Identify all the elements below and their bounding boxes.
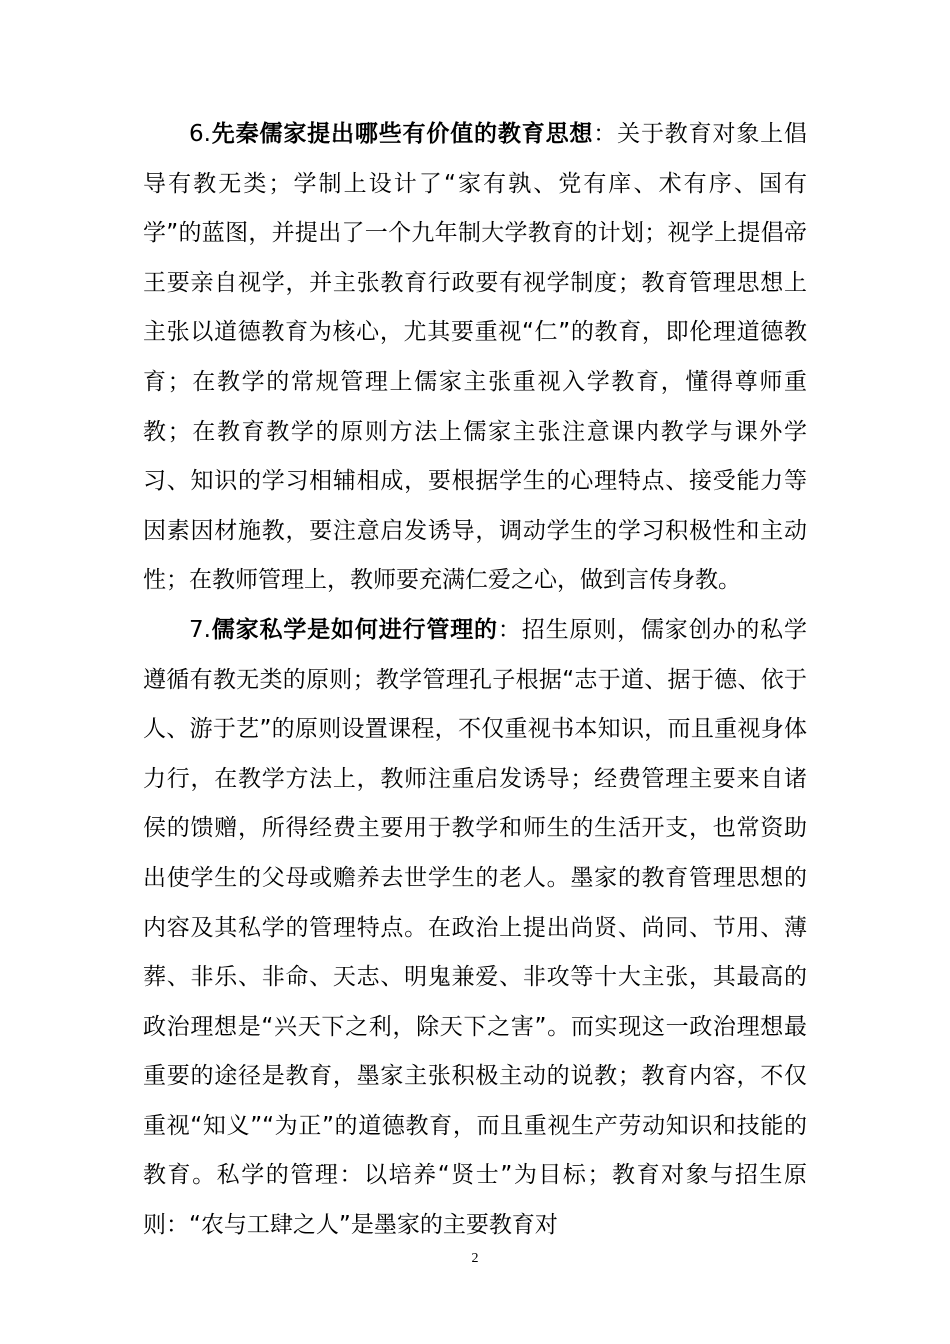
- document-body: [143, 110, 807, 1251]
- paragraph-heading: 儒家私学是如何进行管理的: [210, 616, 498, 643]
- paragraph-7: [143, 606, 807, 1251]
- paragraph-text: ：招生原则，儒家创办的私学遵循有教无类的原则；教学管理孔子根据“志于道、据于德、依于人、游于艺”的原则设置课程，不仅重视书本知识，而且重视身体力行，在教学方法上，教师注重启发诱导；经费管理主要来自诸侯的馈赠，所得经费主要用于教学和师生的生活开支，也常资助出使学生的父母或赡养去世学生的老人。墨家的教育管理思想的内容及其私学的管理特点。在政治上提出尚贤、尚同、节用、薄葬、非乐、非命、天志、明鬼兼爱、非攻等十大主张，其最高的政治理想是“兴天下之利，除天下之害”。而实现这一政治理想最重要的途径是教育，墨家主张积极主动的说教；教育内容，不仅重视“知义”“为正”的道德教育，而且重视生产劳动知识和技能的教育。私学的管理：以培养“贤士”为目标；教育对象与招生原则：“农与工肆之人”是墨家的主要教育对: [143, 616, 808, 1239]
- paragraph-heading: 先秦儒家提出哪些有价值的教育思想: [210, 121, 594, 147]
- paragraph-number: 7.: [189, 616, 211, 643]
- paragraph-number: 6.: [189, 121, 211, 147]
- page-number: 2: [471, 1251, 479, 1266]
- paragraph-text: ：关于教育对象上倡导有教无类；学制上设计了“家有孰、党有庠、术有序、国有学”的蓝图，并提出了一个九年制大学教育的计划；视学上提倡帝王要亲自视学，并主张教育行政要有视学制度；教育管理思想上主张以道德教育为核心，尤其要重视“仁”的教育，即伦理道德教育；在教学的常规管理上儒家主张重视入学教育，懂得尊师重教；在教育教学的原则方法上儒家主张注意课内教学与课外学习、知识的学习相辅相成，要根据学生的心理特点、接受能力等因素因材施教，要注意启发诱导，调动学生的学习积极性和主动性；在教师管理上，教师要充满仁爱之心，做到言传身教。: [143, 121, 808, 594]
- paragraph-6: [143, 110, 807, 606]
